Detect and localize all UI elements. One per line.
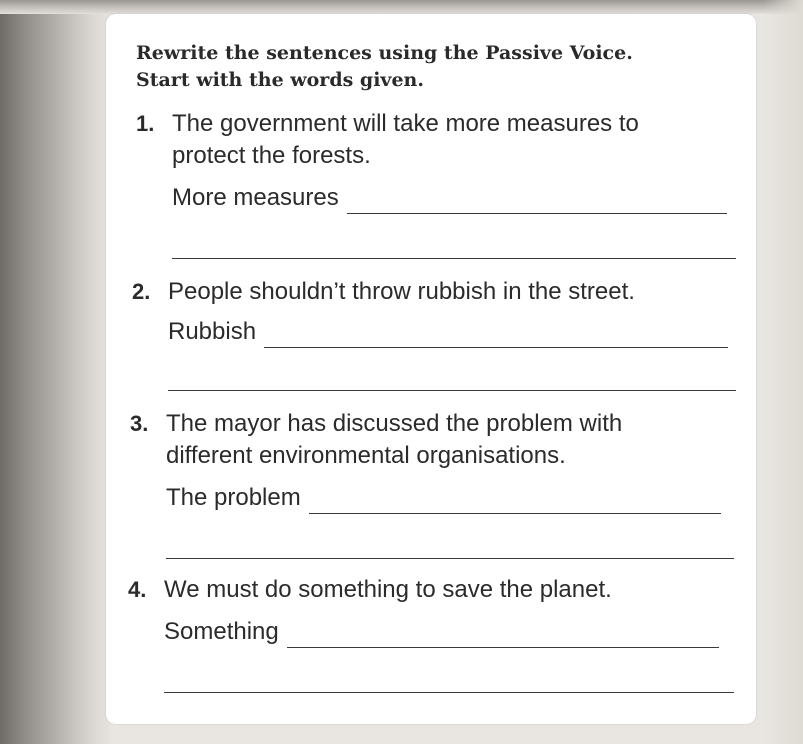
prompt-word: The problem xyxy=(166,484,301,511)
prompt-word: Something xyxy=(164,618,279,645)
page-right-edge xyxy=(763,0,803,744)
exercise-number: 2. xyxy=(132,279,151,304)
exercise-number: 4. xyxy=(128,577,147,602)
sentence-line: We must do something to save the planet. xyxy=(164,576,612,603)
answer-continuation-line[interactable] xyxy=(164,690,734,693)
prompt-word: More measures xyxy=(172,184,339,211)
sentence-line: different environmental organisations. xyxy=(166,442,566,469)
answer-row xyxy=(172,182,727,214)
exercise-sentence xyxy=(164,574,612,606)
exercise-sentence xyxy=(172,108,639,172)
exercise-card xyxy=(106,14,756,724)
sentence-line: People shouldn’t throw rubbish in the street. xyxy=(168,278,635,305)
sentence-line: The government will take more measures to xyxy=(172,110,639,137)
page-top-edge xyxy=(0,0,803,14)
answer-input[interactable] xyxy=(309,493,721,514)
exercise-sentence xyxy=(166,408,622,472)
answer-row xyxy=(164,616,719,648)
prompt-word: Rubbish xyxy=(168,318,257,345)
answer-row xyxy=(168,316,728,348)
answer-continuation-line[interactable] xyxy=(166,556,734,559)
answer-input[interactable] xyxy=(287,627,719,648)
exercise-number: 3. xyxy=(130,411,149,436)
answer-continuation-line[interactable] xyxy=(168,388,736,391)
instructions xyxy=(136,40,633,94)
exercise-number: 1. xyxy=(136,111,155,136)
answer-input[interactable] xyxy=(264,327,728,348)
exercise-sentence xyxy=(168,276,635,308)
answer-continuation-line[interactable] xyxy=(172,256,736,259)
sentence-line: The mayor has discussed the problem with xyxy=(166,410,623,437)
instructions-line-2: Start with the words given. xyxy=(136,69,424,91)
sentence-line: protect the forests. xyxy=(172,142,371,169)
book-gutter-shadow xyxy=(0,0,110,744)
answer-input[interactable] xyxy=(347,193,727,214)
answer-row xyxy=(166,482,721,514)
instructions-line-1: Rewrite the sentences using the Passive Voice. xyxy=(136,42,633,64)
